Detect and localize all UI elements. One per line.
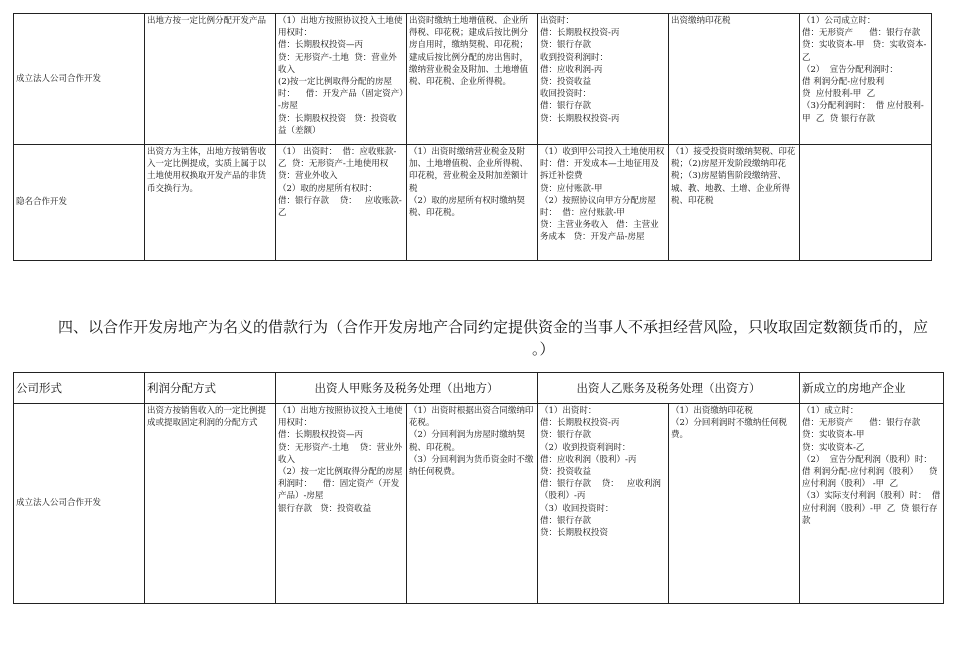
table-row	[14, 14, 932, 145]
party-b-tax-cell: 出资缴纳印花税	[669, 14, 800, 145]
accounting-table-bottom	[13, 372, 944, 604]
company-form-cell: 隐名合作开发	[14, 145, 145, 261]
table-row	[14, 404, 944, 604]
header-company-form: 公司形式	[14, 373, 145, 404]
party-a-tax-cell: （1）出资时根据出资合同缴纳印花税。 （2）分回利润为房屋时缴纳契税、印花税。 （3）分回利润为货币资金时不缴纳任何税费。	[407, 404, 538, 604]
company-form-cell: 成立法人公司合作开发	[14, 14, 145, 145]
party-b-accounting-cell: 出资时： 借：长期股权投资-丙 贷：银行存款 收到投资利润时： 借：应收利润-丙 贷：投资收益 收回投资时： 借：银行存款 贷：长期股权投资-丙	[538, 14, 669, 145]
table-header-row	[14, 373, 944, 404]
party-b-accounting-cell: （1）收到甲公司投入土地使用权时：借：开发成本—土地征用及拆迁补偿费 贷：应付账款-甲 （2）按照协议向甲方分配房屋时： 借：应付账款-甲 贷：主营业务收入 借：主营业务成本 贷：开发产品-房屋	[538, 145, 669, 261]
header-party-a: 出资人甲账务及税务处理（出地方）	[276, 373, 538, 404]
company-form-cell: 成立法人公司合作开发	[14, 404, 145, 604]
profit-distribution-cell: 出资方按销售收入的一定比例提成或提取固定利润的分配方式	[145, 404, 276, 604]
party-b-tax-cell: （1）出资缴纳印花税 （2）分回利润时不缴纳任何税费。	[669, 404, 800, 604]
table-row	[14, 145, 932, 261]
new-company-cell: （1）成立时： 借：无形资产 借：银行存款 贷：实收资本-甲 贷：实收资本-乙 （2） 宣告分配利润（股利）时： 借 利润分配-应付利润（股利） 贷 应付利润（股利） -甲 乙 （3）实际支付利润（股利）时： 借 应付利润（股利）-甲 乙 贷 银行存款	[800, 404, 944, 604]
party-a-accounting-cell: （1） 出资时： 借：应收账款-乙 贷：无形资产-土地使用权 贷：营业外收入 （2）取的房屋所有权时： 借：银行存款 贷： 应收账款-乙	[276, 145, 407, 261]
new-company-cell: （1）公司成立时： 借：无形资产 借：银行存款 贷：实收资本-甲 贷：实收资本-乙 （2） 宣告分配利润时： 借 利润分配-应付股利 贷 应付股利-甲 乙 （3)分配利润时： 借 应付股利-甲 乙 贷 银行存款	[800, 14, 932, 145]
party-a-accounting-cell: （1）出地方按照协议投入土地使用权时： 借：长期股权投资—丙 贷：无形资产-土地 贷：营业外收入 （2）按一定比例取得分配的房屋利润时： 借：固定资产（开发产品）-房屋 银行存款 贷：投资收益	[276, 404, 407, 604]
party-a-accounting-cell: （1）出地方按照协议投入土地使用权时： 借：长期股权投资—丙 贷：无形资产-土地 贷：营业外收入 (2)按一定比例取得分配的房屋时： 借：开发产品（固定资产）-房屋 贷：长期股权投资 贷：投资收益（差额）	[276, 14, 407, 145]
party-a-tax-cell: （1）出资时缴纳营业税金及附加、土地增值税、企业所得税、印花税，营业税金及附加差额计税 （2）取的房屋所有权时缴纳契税、印花税。	[407, 145, 538, 261]
header-party-b: 出资人乙账务及税务处理（出资方）	[538, 373, 800, 404]
accounting-table-top	[13, 13, 932, 261]
party-b-accounting-cell: （1）出资时： 借：长期股权投资-丙 贷：银行存款 （2）收到投资利润时： 借：应收利润（股利）-丙 贷：投资收益 借：银行存款 贷： 应收利润（股利）-丙 （3）收回投资时： 借：银行存款 贷：长期股权投资	[538, 404, 669, 604]
new-company-cell	[800, 145, 932, 261]
profit-distribution-cell: 出资方为主体，出地方按销售收入一定比例提成，实质上属于以土地使用权换取开发产品的非货币交换行为。	[145, 145, 276, 261]
section-title: 四、以合作开发房地产为名义的借款行为（合作开发房地产合同约定提供资金的当事人不承担经营风险，只收取固定数额货币的，应	[58, 318, 929, 336]
section-title-continuation: 。）	[532, 340, 555, 358]
profit-distribution-cell: 出地方按一定比例分配开发产品	[145, 14, 276, 145]
header-new-company: 新成立的房地产企业	[800, 373, 944, 404]
header-profit-distribution: 利润分配方式	[145, 373, 276, 404]
party-a-tax-cell: 出资时缴纳土地增值税、企业所得税、印花税；建成后按比例分房自用时，缴纳契税、印花税；建成后按比例分配的房出售时，缴纳营业税金及附加、土地增值税、印花税、企业所得税。	[407, 14, 538, 145]
party-b-tax-cell: （1）接受投资时缴纳契税、印花税；（2)房屋开发阶段缴纳印花税；（3)房屋销售阶段缴纳营、城、教、地教、土增、企业所得税、印花税	[669, 145, 800, 261]
